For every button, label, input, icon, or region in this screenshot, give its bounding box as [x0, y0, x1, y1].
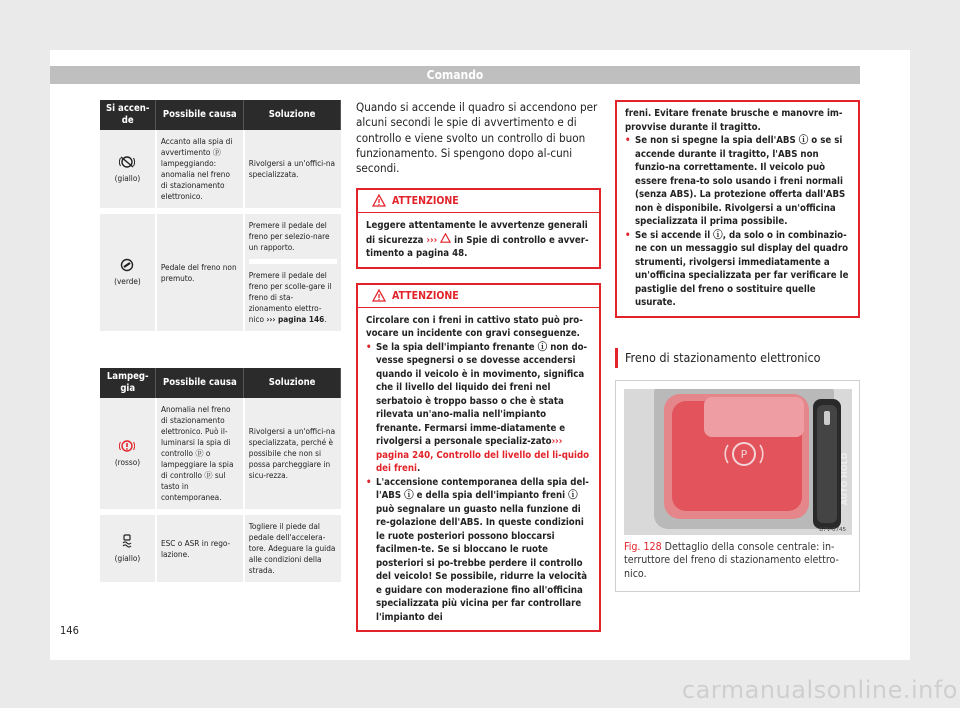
warning-lead: freni. Evitare frenate brusche e manovre im-provvise durante il tragitto. — [625, 108, 843, 133]
table-row — [100, 211, 341, 334]
warning-triangle-icon — [372, 194, 386, 207]
brake-warning-icon — [119, 439, 135, 453]
intro-paragraph: Quando si accende il quadro si accendono per alcuni secondi le spie di avvertimento e di controllo e viene svolto un controllo di buon funzionamento. Si spengono dopo al-cuni secondi. — [356, 100, 598, 176]
cause-cell: Anomalia nel freno di stazionamento elettronico. Può il-luminarsi la spia di controllo ⓟ o lampeggiare la spia di controllo ⓟ sul tasto in contemporanea. — [156, 398, 244, 512]
auto-hold-label: AUTO HOLD — [840, 452, 849, 505]
col-header-solution: Soluzione — [244, 100, 341, 130]
warning-lead: Circolare con i freni in cattivo stato può pro-vocare un incidente con gravi conseguenze. — [366, 314, 583, 340]
parking-brake-fault-icon — [119, 155, 135, 169]
warning-triangle-icon — [440, 233, 451, 243]
warning-link[interactable]: ››› — [426, 234, 438, 246]
figure-code: B7V-0745 — [819, 526, 846, 533]
warning-lights-table-blink — [100, 368, 341, 588]
watermark: carmanualsonline.info — [681, 676, 958, 704]
warning-lights-table-on — [100, 100, 341, 337]
warning-title: ATTENZIONE — [392, 289, 459, 302]
page-link[interactable]: ››› pagina 146 — [266, 314, 325, 324]
warning-continuation-box — [615, 100, 860, 318]
page-link[interactable]: ››› pagina 240, Controllo del livello del li-quido dei freni — [376, 436, 590, 475]
parking-brake-switch-illustration — [624, 389, 852, 535]
warning-bullet: • Se non si spegne la spia dell'ABS ⓘ o se si accende durante il tragitto, l'ABS non funzio-na correttamente. Il veicolo può essere frena-to solo usando i freni normali (senza ABS). La protezione offerta dall'ABS non è disponibile. Rivolgersi a un'officina specializzata il prima possibile. — [625, 134, 852, 229]
cause-cell: Pedale del freno non premuto. — [156, 211, 244, 334]
svg-text:P: P — [740, 447, 748, 461]
light-color-label: (giallo) — [114, 553, 141, 563]
table-row — [100, 130, 341, 211]
warning-bullet: • Se si accende il ⓘ, da solo o in combinazio-ne con un messaggio sul display del quadro strumenti, rivolgersi immediatamente a un'officina specializzata per far verificare le pastiglie del freno o sostituire quelle usurate. — [625, 229, 852, 310]
col-header-cause: Possibile causa — [156, 100, 244, 130]
solution-cell: Rivolgersi a un'offici-na specializzata, perché è possibile che non si possa parcheggiare in sicu-rezza. — [244, 398, 341, 512]
light-color-label: (rosso) — [114, 457, 141, 467]
warning-title: ATTENZIONE — [392, 195, 459, 208]
brake-pedal-icon — [119, 258, 135, 272]
figure-label: Fig. 128 — [624, 540, 662, 553]
link-tail: . — [324, 314, 327, 324]
light-color-label: (verde) — [114, 276, 141, 286]
warning-box — [356, 283, 601, 633]
col-header-solution: Soluzione — [244, 368, 341, 398]
warning-bullet: • L'accensione contemporanea della spia del-l'ABS ⓘ e della spia dell'impianto freni ⓘ può segnalare un guasto nella funzione di re-golazione dell'ABS. In queste condizioni le ruote posteriori possono bloccarsi facilmen-te. Se si bloccano le ruote posteriori si po-trebbe perdere il controllo del veicolo! Se possibile, ridurre la velocità e guidare con moderazione fino all'officina specializzata più vicina per far controllare l'impianto dei — [366, 476, 593, 625]
warning-triangle-icon — [372, 289, 386, 302]
solution-cell: Premere il pedale del freno per selezio-nare un rapporto. — [249, 214, 337, 264]
right-column — [615, 100, 860, 592]
esc-skid-icon — [119, 533, 135, 549]
col-header-lit: Si accen-de — [100, 100, 156, 130]
figure — [615, 380, 860, 592]
warning-text: Leggere attentamente le avvertenze generali di sicurezza — [366, 220, 588, 246]
table-row — [100, 512, 341, 585]
solution-cell: Togliere il piede dal pedale dell'accelera-tore. Adeguare la guida alle condizioni della strada. — [244, 512, 341, 585]
page-number: 146 — [60, 624, 79, 637]
solution-cell: Premere il pedale del freno per scolle-gare il freno di sta-zionamento elettro-nico — [248, 270, 332, 324]
console-illustration — [624, 389, 852, 535]
warning-text: in Spie di controllo e avver-timento a pagina 48. — [366, 234, 589, 260]
middle-column — [356, 100, 601, 632]
light-color-label: (giallo) — [114, 172, 141, 183]
page-header: Comando — [50, 66, 860, 84]
table-row — [100, 398, 341, 512]
warning-box — [356, 188, 601, 269]
col-header-cause: Possibile causa — [156, 368, 244, 398]
figure-caption: Fig. 128 Dettaglio della console centrale: in-terruttore del freno di stazionamento elettro-nico. — [624, 540, 839, 580]
section-title: Freno di stazionamento elettronico — [615, 348, 860, 368]
warning-bullet: • Se la spia dell'impianto frenante ⓘ non do-vesse spegnersi o se dovesse accendersi quando il veicolo è in movimento, significa che il livello del liquido dei freni nel serbatoio è troppo basso o che è stata rilevata un'ano-malia nell'impianto frenante. Fermarsi imme-diatamente e rivolgersi a personale specializ-zato››› pagina 240, Controllo del livello del li-quido dei freni. — [366, 341, 593, 476]
cause-cell: Accanto alla spia di avvertimento ⓟ lampeggiando: anomalia nel freno di stazionamento elettronico. — [156, 130, 244, 211]
col-header-blink: Lampeg-gia — [100, 368, 156, 398]
solution-cell: Rivolgersi a un'offici-na specializzata. — [244, 130, 341, 211]
cause-cell: ESC o ASR in rego-lazione. — [156, 512, 244, 585]
